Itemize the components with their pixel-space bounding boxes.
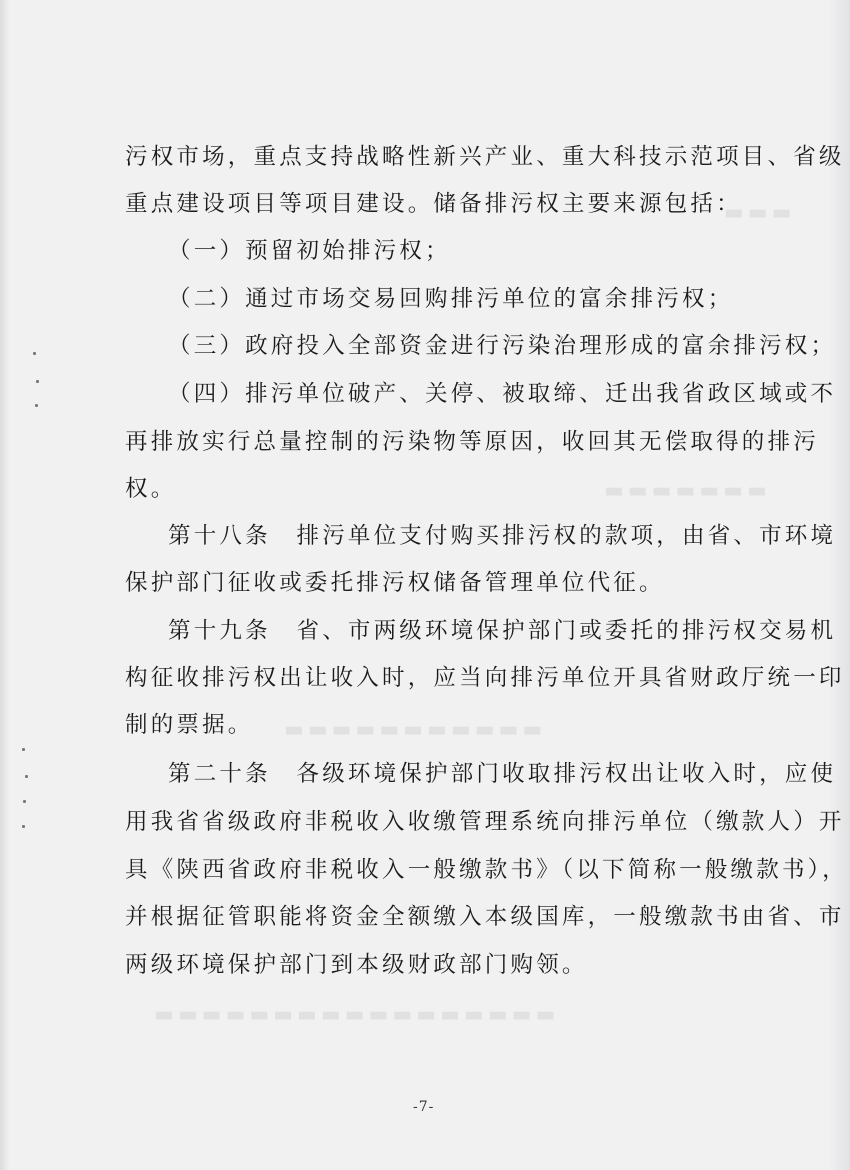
article-18-line: 第十八条 排污单位支付购买排污权的款项，由省、市环境 <box>168 523 837 549</box>
body-line: 并根据征管职能将资金全额缴入本级国库，一般缴款书由省、市 <box>125 904 845 930</box>
bleed-through-mark: ▬▬▬▬▬▬▬ <box>600 478 767 502</box>
body-line: 污权市场，重点支持战略性新兴产业、重大科技示范项目、省级 <box>125 144 845 170</box>
body-line: 具《陕西省政府非税收入一般缴款书》（以下简称一般缴款书）， <box>125 857 848 883</box>
scan-speck <box>22 748 25 751</box>
scan-speck <box>36 380 39 383</box>
body-line: 保护部门征收或委托排污权储备管理单位代征。 <box>125 570 665 596</box>
body-line: 权。 <box>125 476 177 502</box>
bleed-through-mark: ▬▬▬ <box>720 200 792 224</box>
scan-speck <box>25 775 28 778</box>
body-line: 再排放实行总量控制的污染物等原因，收回其无偿取得的排污 <box>125 429 819 455</box>
scan-speck <box>33 352 36 355</box>
body-line: （三）政府投入全部资金进行污染治理形成的富余排污权； <box>168 333 837 359</box>
bleed-through-mark: ▬▬▬▬▬▬▬▬▬▬▬ <box>280 717 543 741</box>
body-line: （四）排污单位破产、关停、被取缔、迁出我省政区域或不 <box>168 381 837 407</box>
page-number: -7- <box>413 1099 435 1115</box>
body-line: （二）通过市场交易回购排污单位的富余排污权； <box>168 286 734 312</box>
body-line: 两级环境保护部门到本级财政部门购领。 <box>125 952 588 978</box>
body-line: （一）预留初始排污权； <box>168 238 451 264</box>
scan-speck <box>35 404 38 407</box>
scan-speck <box>23 800 26 803</box>
body-line: 用我省省级政府非税收入收缴管理系统向排污单位（缴款人）开 <box>125 809 845 835</box>
body-line: 重点建设项目等项目建设。储备排污权主要来源包括： <box>125 191 742 217</box>
scan-speck <box>22 825 25 828</box>
body-line: 制的票据。 <box>125 712 254 738</box>
article-19-line: 第十九条 省、市两级环境保护部门或委托的排污权交易机 <box>168 618 837 644</box>
article-20-line: 第二十条 各级环境保护部门收取排污权出让收入时，应使 <box>168 761 837 787</box>
bleed-through-mark: ▬▬▬▬▬▬▬▬▬▬▬▬▬▬▬▬▬ <box>150 1002 556 1026</box>
body-line: 构征收排污权出让收入时，应当向排污单位开具省财政厅统一印 <box>125 665 845 691</box>
